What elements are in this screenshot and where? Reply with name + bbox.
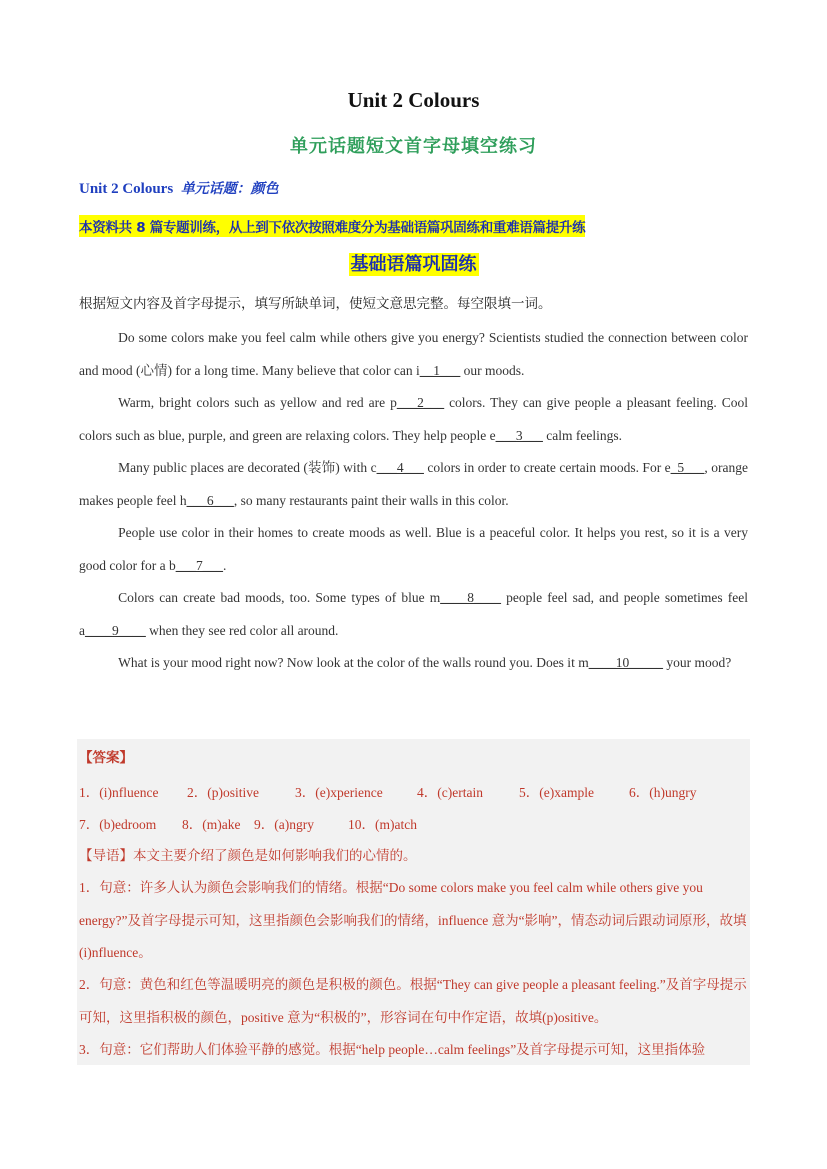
text: Many public places are decorated (装饰) with c (118, 460, 377, 475)
blank-6: ___6___ (186, 492, 234, 508)
text: colors. They can give people a pleasant feeling. Cool colors such as blue, purple, and green are relaxing colors. They help people e (79, 395, 748, 443)
blank-2: ___2___ (396, 395, 445, 410)
answer-item: 10．(m)atch (348, 817, 417, 832)
text: , orange makes people feel h (79, 460, 748, 508)
text: . (222, 557, 227, 573)
blank-5: _5___ (670, 460, 705, 475)
text: our moods. (460, 362, 525, 378)
answer-item: 2．(p)ositive (187, 785, 259, 800)
instructions: 根据短文内容及首字母提示，填写所缺单词，使短文意思完整。每空限填一词。 (79, 296, 552, 312)
explanation-2: 2．句意：黄色和红色等温暖明亮的颜色是积极的颜色。根据“They can give people a pleasant feeling.”及首字母提示可知，这里指积极的颜色，positive 意为“积极的”，形容词在句中作定语，故填(p)ositive。 (79, 977, 747, 1025)
passage-paragraph-5 (79, 582, 748, 647)
answer-guide: 【导语】本文主要介绍了颜色是如何影响我们的心情的。 (79, 848, 417, 864)
answer-item: 1．(i)nfluence (79, 785, 159, 800)
document-title: Unit 2 Colours (347, 88, 480, 112)
answer-heading: 【答案】 (79, 750, 133, 766)
text: Warm, bright colors such as yellow and red are p (118, 395, 397, 410)
unit-topic (79, 178, 279, 198)
passage-paragraph-4 (79, 517, 748, 582)
material-banner: 本资料共 8 篇专题训练，从上到下依次按照难度分为基础语篇巩固练和重难语篇提升练 (79, 215, 585, 237)
answer-item: 9．(a)ngry (254, 817, 314, 832)
answer-row-2 (79, 813, 417, 833)
answer-item: 4．(c)ertain (417, 785, 483, 800)
blank-4: ___4___ (376, 460, 424, 475)
explanation-1: 1．句意：许多人认为颜色会影响我们的情绪。根据“Do some colors make you feel calm while others give you energy?”及首字母提示可知，这里指颜色会影响我们的情绪，influence 意为“影响”，情态动词后跟动词原形，故填(i)nfluence。 (79, 880, 747, 960)
answer-item: 8．(m)ake (182, 817, 241, 832)
document-subtitle: 单元话题短文首字母填空练习 (290, 136, 537, 157)
answer-item: 6．(h)ungry (629, 785, 697, 800)
blank-7: ___7___ (175, 557, 223, 573)
passage-paragraph-6 (79, 647, 748, 680)
text: people feel sad, and people sometimes feel a (79, 590, 748, 638)
section-heading (0, 250, 827, 276)
topic-en: Unit 2 Colours (79, 181, 174, 197)
text: calm feelings. (542, 427, 622, 443)
text: Colors can create bad moods, too. Some types of blue m (118, 590, 441, 605)
section-heading-text: 基础语篇巩固练 (350, 254, 477, 275)
passage-paragraph-3 (79, 452, 748, 517)
text: , so many restaurants paint their walls in this color. (233, 492, 509, 508)
answer-item: 5．(e)xample (519, 785, 594, 800)
blank-9: ____9____ (85, 622, 146, 638)
answer-item: 7．(b)edroom (79, 817, 157, 832)
text: when they see red color all around. (145, 622, 339, 638)
explanation-3: 3．句意：它们帮助人们体验平静的感觉。根据“help people…calm feelings”及首字母提示可知，这里指体验 (79, 1042, 706, 1057)
text: People use color in their homes to create moods as well. Blue is a peaceful color. It helps you rest, so it is a very good color for a b (79, 525, 748, 573)
blank-1: __1___ (419, 362, 461, 378)
text: colors in order to create certain moods. For e (423, 460, 671, 475)
answer-item: 3．(e)xperience (295, 785, 383, 800)
text: your mood? (662, 655, 732, 670)
blank-10: ____10_____ (588, 655, 663, 670)
passage-paragraph-2 (79, 387, 748, 452)
text: Do some colors make you feel calm while others give you energy? Scientists studied the connection between color and mood (心情) for a long time. Many believe that color can i (79, 330, 748, 378)
answer-row-1 (79, 781, 697, 801)
passage (79, 322, 748, 680)
blank-3: ___3___ (495, 427, 543, 443)
text: What is your mood right now? Now look at the color of the walls round you. Does it m (118, 655, 589, 670)
blank-8: ____8____ (440, 590, 501, 605)
passage-paragraph-1 (79, 322, 748, 387)
topic-cn: 单元话题：颜色 (180, 181, 279, 197)
